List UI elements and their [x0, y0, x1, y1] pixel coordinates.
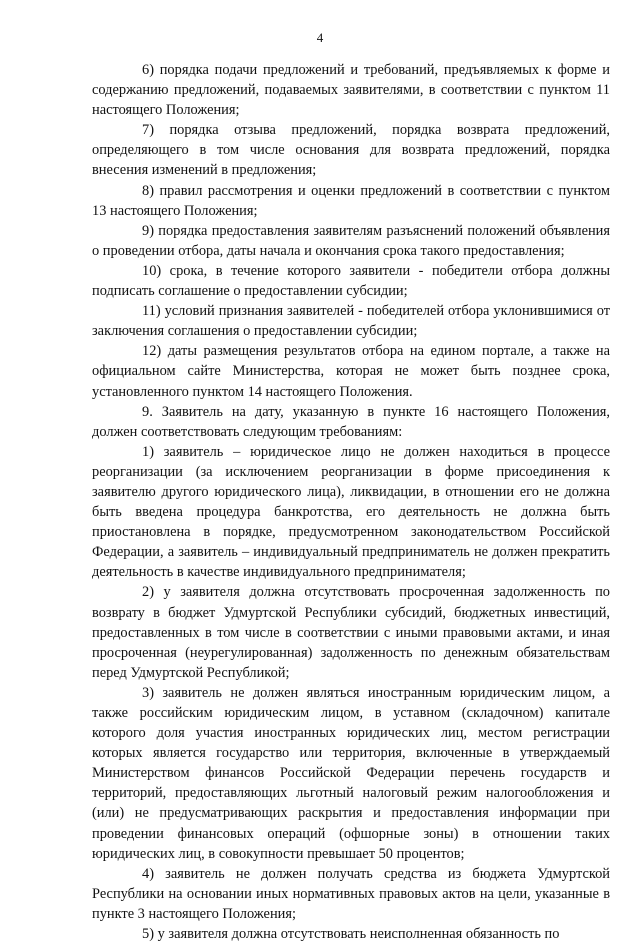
page-number: 4: [316, 30, 324, 45]
paragraph-item-10: 10) срока, в течение которого заявители - победители отбора должны подписать соглашение о предоставлении субсидии;: [92, 262, 610, 300]
paragraph-item-11: 11) условий признания заявителей - победителей отбора уклонившимися от заключения соглашения о предоставлении субсидии;: [92, 303, 610, 340]
paragraph-item-6: 6) порядка подачи предложений и требований, предъявляемых к форме и содержанию предложений, подаваемых заявителями, в соответствии с пунктом 11 настоящего Положения;: [92, 62, 610, 119]
paragraph-requirement-2: 2) у заявителя должна отсутствовать просроченная задолженность по возврату в бюджет Удмуртской Республики субсидий, бюджетных инвестиций, предоставленных в том числе в соответствии с иными правовыми актами, и иная просроченная (неурегулированная) задолженность по денежным обязательствам перед Удмуртской Республикой;: [92, 584, 610, 681]
paragraph-requirement-4: 4) заявитель не должен получать средства из бюджета Удмуртской Республики на основании иных нормативных правовых актов на цели, указанные в пункте 3 настоящего Положения;: [92, 865, 610, 922]
document-body: [92, 60, 610, 944]
paragraph-requirement-5: 5) у заявителя должна отсутствовать неисполненная обязанность по: [142, 926, 560, 943]
paragraph-item-12: 12) даты размещения результатов отбора на едином портале, а также на официальном сайте Министерства, которая не может быть позднее срока, установленного пунктом 14 настоящего Положения.: [92, 343, 610, 400]
paragraph-item-8: 8) правил рассмотрения и оценки предложений в соответствии с пунктом 13 настоящего Положения;: [92, 182, 610, 219]
paragraph-requirement-3: 3) заявитель не должен являться иностранным юридическим лицом, а также российским юридическим лицом, в уставном (складочном) капитале которого доля участия иностранных юридических лиц, местом регистрации которых является государство или территория, включенные в утверждаемый Министерством финансов Российской Федерации перечень государств и территорий, предоставляющих льготный налоговый режим налогообложения и (или) не предусматривающих раскрытия и предоставления информации при проведении финансовых операций (офшорные зоны) в отношении таких юридических лиц, в совокупности превышает 50 процентов;: [92, 684, 610, 862]
paragraph-item-7: 7) порядка отзыва предложений, порядка возврата предложений, определяющего в том числе основания для возврата предложений, порядка внесения изменений в предложения;: [92, 122, 610, 179]
paragraph-item-9: 9) порядка предоставления заявителям разъяснений положений объявления о проведении отбора, даты начала и окончания срока такого предоставления;: [92, 222, 610, 259]
paragraph-requirement-1: 1) заявитель – юридическое лицо не должен находиться в процессе реорганизации (за исключением реорганизации в форме присоединения к заявителю другого юридического лица), ликвидации, в отношении его не должна быть введена процедура банкротства, его деятельность не должна быть приостановлена в порядке, предусмотренном законодательством Российской Федерации, а заявитель – индивидуальный предприниматель не должен прекратить деятельность в качестве индивидуального предпринимателя;: [92, 443, 610, 581]
paragraph-section-9: 9. Заявитель на дату, указанную в пункте 16 настоящего Положения, должен соответствовать следующим требованиям:: [92, 403, 610, 440]
